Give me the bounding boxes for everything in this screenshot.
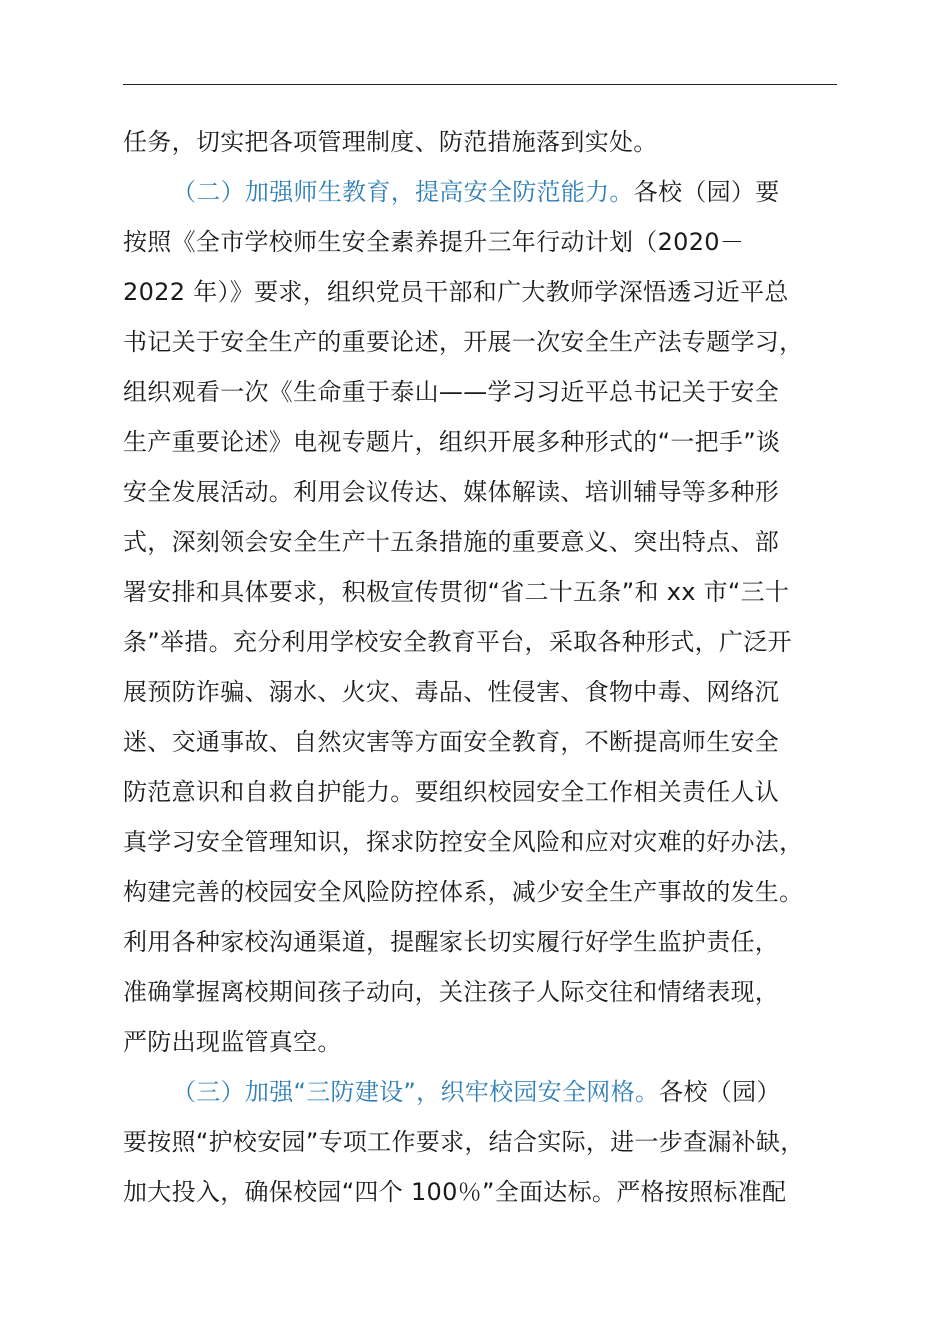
text-line: 按照《全市学校师生安全素养提升三年行动计划（2020－ <box>123 228 745 256</box>
text-line: 式，深刻领会安全生产十五条措施的重要意义、突出特点、部 <box>123 528 780 556</box>
section-heading: （三）加强“三防建设”，织牢校园安全网格。 <box>172 1078 660 1106</box>
text-line: 任务，切实把各项管理制度、防范措施落到实处。 <box>123 128 658 156</box>
text-line: 条”举措。充分利用学校安全教育平台，采取各种形式，广泛开 <box>123 628 792 656</box>
text-line: 防范意识和自救自护能力。要组织校园安全工作相关责任人认 <box>123 778 780 806</box>
text-line: 要按照“护校安园”专项工作要求，结合实际，进一步查漏补缺， <box>123 1128 805 1156</box>
text-line: 署安排和具体要求，积极宣传贯彻“省二十五条”和 xx 市“三十 <box>123 578 790 606</box>
text-line: 严防出现监管真空。 <box>123 1028 342 1056</box>
section-heading-line <box>172 1076 781 1108</box>
text-run: 各校（园）要 <box>633 178 780 206</box>
text-line: 真学习安全管理知识，探求防控安全风险和应对灾难的好办法， <box>123 828 804 856</box>
text-line: 迷、交通事故、自然灾害等方面安全教育，不断提高师生安全 <box>123 728 780 756</box>
text-line: 准确掌握离校期间孩子动向，关注孩子人际交往和情绪表现， <box>123 978 780 1006</box>
text-line: 生产重要论述》电视专题片，组织开展多种形式的“一把手”谈 <box>123 428 781 456</box>
text-line: 2022 年）》要求，组织党员干部和广大教师学深悟透习近平总 <box>123 278 789 306</box>
text-run: 各校（园） <box>659 1078 781 1106</box>
section-heading-line <box>172 176 780 208</box>
text-line: 书记关于安全生产的重要论述，开展一次安全生产法专题学习， <box>123 328 804 356</box>
text-line: 展预防诈骗、溺水、火灾、毒品、性侵害、食物中毒、网络沉 <box>123 678 780 706</box>
text-line: 利用各种家校沟通渠道，提醒家长切实履行好学生监护责任， <box>123 928 780 956</box>
text-line: 安全发展活动。利用会议传达、媒体解读、培训辅导等多种形 <box>123 478 780 506</box>
section-heading: （二）加强师生教育，提高安全防范能力。 <box>172 178 634 206</box>
text-line: 加大投入，确保校园“四个 100％”全面达标。严格按照标准配 <box>123 1178 787 1206</box>
header-rule <box>123 84 837 85</box>
text-line: 组织观看一次《生命重于泰山——学习习近平总书记关于安全 <box>123 378 780 406</box>
text-line: 构建完善的校园安全风险防控体系，减少安全生产事故的发生。 <box>123 878 804 906</box>
